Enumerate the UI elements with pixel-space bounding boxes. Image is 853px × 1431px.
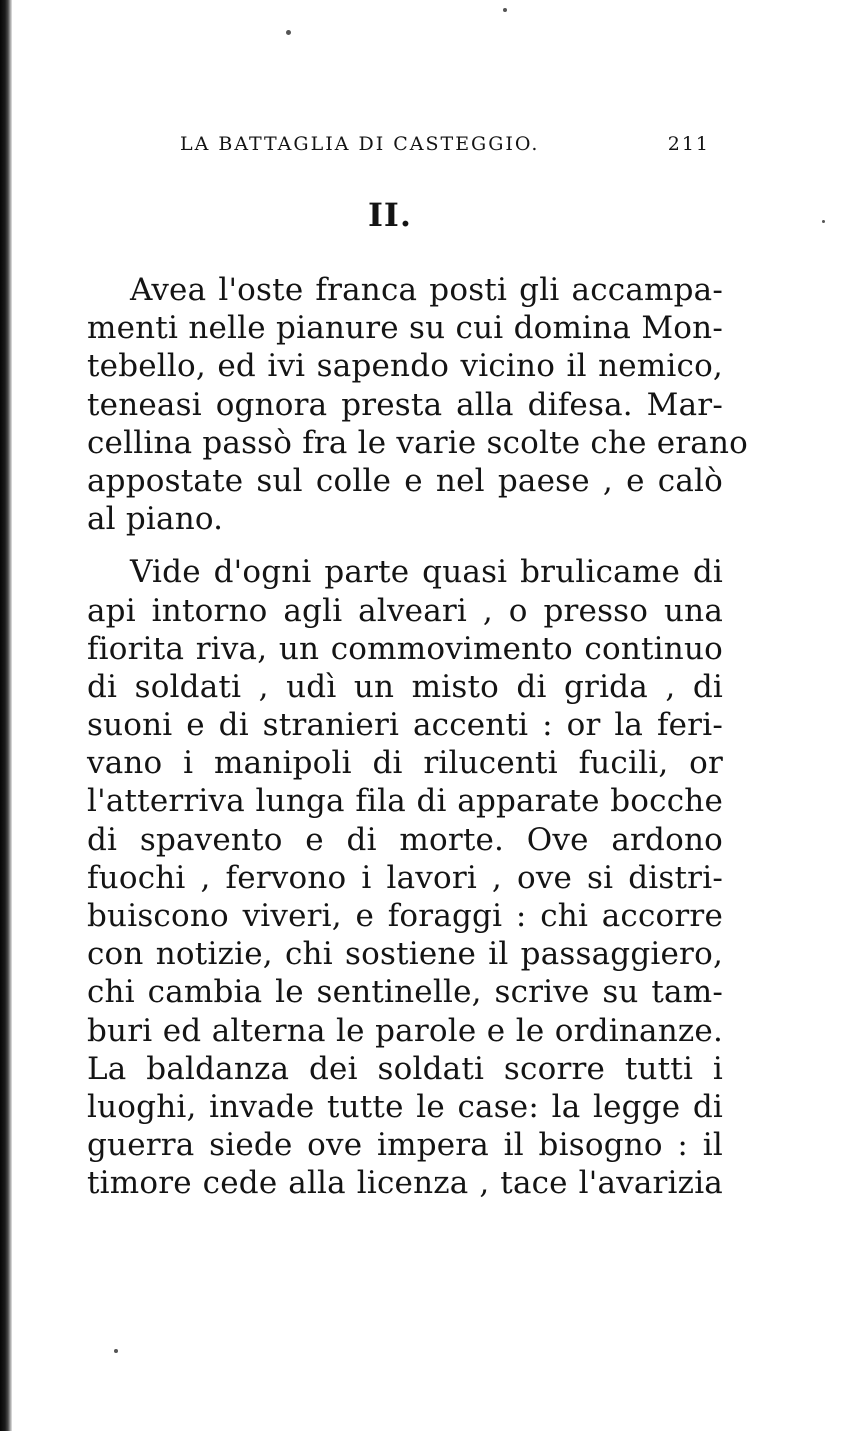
text-line: guerra siede ove impera il bisogno : il bbox=[87, 1127, 723, 1164]
text-line: cellina passò fra le varie scolte che erano bbox=[87, 424, 748, 461]
text-line: appostate sul colle e nel paese , e calò bbox=[87, 462, 723, 499]
running-title: LA BATTAGLIA DI CASTEGGIO. bbox=[180, 133, 540, 155]
text-line: fuochi , fervono i lavori , ove si distri- bbox=[87, 859, 723, 896]
body-text bbox=[87, 271, 748, 1203]
text-line: menti nelle pianure su cui domina Mon- bbox=[87, 310, 723, 347]
ink-speck bbox=[822, 220, 825, 223]
text-line: l'atterriva lunga fila di apparate bocche bbox=[87, 783, 723, 820]
text-line: buri ed alterna le parole e le ordinanze. bbox=[87, 1012, 723, 1049]
text-line: di spavento e di morte. Ove ardono bbox=[87, 821, 723, 858]
ink-speck bbox=[286, 30, 291, 35]
text-line: Avea l'oste franca posti gli accampa- bbox=[130, 272, 723, 308]
text-line: di soldati , udì un misto di grida , di bbox=[87, 668, 723, 705]
text-line: vano i manipoli di rilucenti fucili, or bbox=[87, 745, 723, 782]
page-number: 211 bbox=[667, 133, 710, 155]
text-line: buiscono viveri, e foraggi : chi accorre bbox=[87, 898, 723, 934]
section-heading: II. bbox=[367, 196, 413, 234]
text-line: al piano. bbox=[87, 501, 224, 538]
text-line: fiorita riva, un commovimento continuo bbox=[87, 630, 723, 667]
running-head bbox=[180, 131, 710, 157]
text-line: Vide d'ogni parte quasi brulicame di bbox=[130, 554, 723, 591]
text-line: teneasi ognora presta alla difesa. Mar- bbox=[87, 386, 723, 423]
text-line: luoghi, invade tutte le case: la legge di bbox=[87, 1088, 723, 1125]
paragraph-gap bbox=[87, 538, 723, 553]
book-spine-shadow bbox=[0, 0, 12, 1431]
ink-speck bbox=[114, 1349, 118, 1353]
text-line: api intorno agli alveari , o presso una bbox=[87, 592, 723, 629]
ink-speck bbox=[503, 8, 507, 12]
text-line: timore cede alla licenza , tace l'avarizia bbox=[87, 1165, 723, 1202]
text-line: La baldanza dei soldati scorre tutti i bbox=[87, 1050, 723, 1087]
text-line: suoni e di stranieri accenti : or la feri- bbox=[87, 707, 723, 744]
text-line: chi cambia le sentinelle, scrive su tam- bbox=[87, 974, 723, 1011]
text-line: con notizie, chi sostiene il passaggiero, bbox=[87, 936, 723, 973]
text-line: tebello, ed ivi sapendo vicino il nemico, bbox=[87, 348, 723, 385]
